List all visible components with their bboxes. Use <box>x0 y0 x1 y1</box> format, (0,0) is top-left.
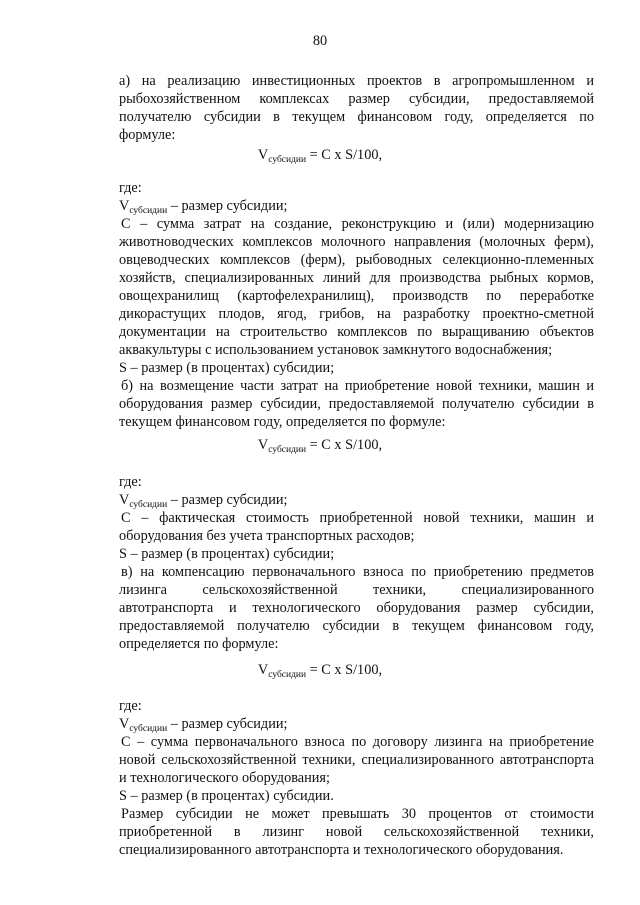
text-line: в) на компенсацию первоначального взноса по приобретению предметов <box>121 564 594 580</box>
text-line: специализированного автотранспорта и технологического оборудования. <box>119 842 564 858</box>
definition-s: S – размер (в процентах) субсидии; <box>119 546 335 562</box>
where-label: где: <box>119 474 142 490</box>
text-line: С – сумма затрат на создание, реконструкцию и (или) модернизацию <box>121 216 594 232</box>
text-line: лизинга сельскохозяйственной техники, специализированного <box>119 582 594 598</box>
text-line: документации на строительство комплексов по выращиванию объектов <box>119 324 594 340</box>
text-line: определяется по формуле: <box>119 636 279 652</box>
text-line: и технологического оборудования; <box>119 770 330 786</box>
text-line: Размер субсидии не может превышать 30 процентов от стоимости <box>121 806 594 822</box>
definition-v: $V_{субсидии}$ – размер субсидии; <box>119 716 288 734</box>
text-line: приобретенной в лизинг новой сельскохозяйственной техники, <box>119 824 594 840</box>
text-line: текущем финансовом году, определяется по формуле: <box>119 414 446 430</box>
text-line: оборудования без учета транспортных расходов; <box>119 528 415 544</box>
text-line: формуле: <box>119 127 176 143</box>
text-line: С – фактическая стоимость приобретенной новой техники, машин и <box>121 510 594 526</box>
text-line: предоставляемой получателю субсидии в текущем финансовом году, <box>119 618 594 634</box>
text-line: автотранспорта и технологического оборудования размер субсидии, <box>119 600 594 616</box>
page-number: 80 <box>312 33 328 49</box>
formula-subscript: субсидии <box>268 155 307 165</box>
text-line: аквакультуры с использованием установок замкнутого водоснабжения; <box>119 342 553 358</box>
text-line: рыбохозяйственном комплексах размер субсидии, предоставляемой <box>119 91 594 107</box>
text-line: С – сумма первоначального взноса по договору лизинга на приобретение <box>121 734 594 750</box>
where-label: где: <box>119 698 142 714</box>
text-line: получателю субсидии в текущем финансовом году, определяется по <box>119 109 594 125</box>
text-line: дикорастущих плодов, ягод, грибов, на разработку проектно-сметной <box>119 306 594 322</box>
definition-s: S – размер (в процентах) субсидии. <box>119 788 334 804</box>
definition-v: $V_{субсидии}$ – размер субсидии; <box>119 492 288 510</box>
text-line: б) на возмещение части затрат на приобретение новой техники, машин и <box>121 378 594 394</box>
text-line: животноводческих комплексов молочного направления (молочных ферм), <box>119 234 594 250</box>
formula: $V_{субсидии} = С$ х S/100, <box>257 662 383 680</box>
text-line: овцеводческих комплексов (ферм), рыбоводных селекционно-племенных <box>119 252 594 268</box>
definition-s: S – размер (в процентах) субсидии; <box>119 360 335 376</box>
text-line: овощехранилищ (картофелехранилищ), производств по переработке <box>119 288 594 304</box>
text-line: хозяйств, специализированных линий для производства рыбных кормов, <box>119 270 594 286</box>
where-label: где: <box>119 180 142 196</box>
formula: $V_{субсидии} = С$ х S/100, <box>257 437 383 455</box>
formula <box>0 147 640 167</box>
definition-v: $V_{субсидии}$ – размер субсидии; <box>119 198 288 216</box>
text-line: новой сельскохозяйственной техники, специализированного автотранспорта <box>119 752 594 768</box>
formula-rhs: = С х S/100, <box>306 147 383 163</box>
text-line: оборудования размер субсидии, предоставляемой получателю субсидии в <box>119 396 594 412</box>
formula-v: V <box>257 147 269 163</box>
text-line: а) на реализацию инвестиционных проектов в агропромышленном и <box>119 73 594 89</box>
